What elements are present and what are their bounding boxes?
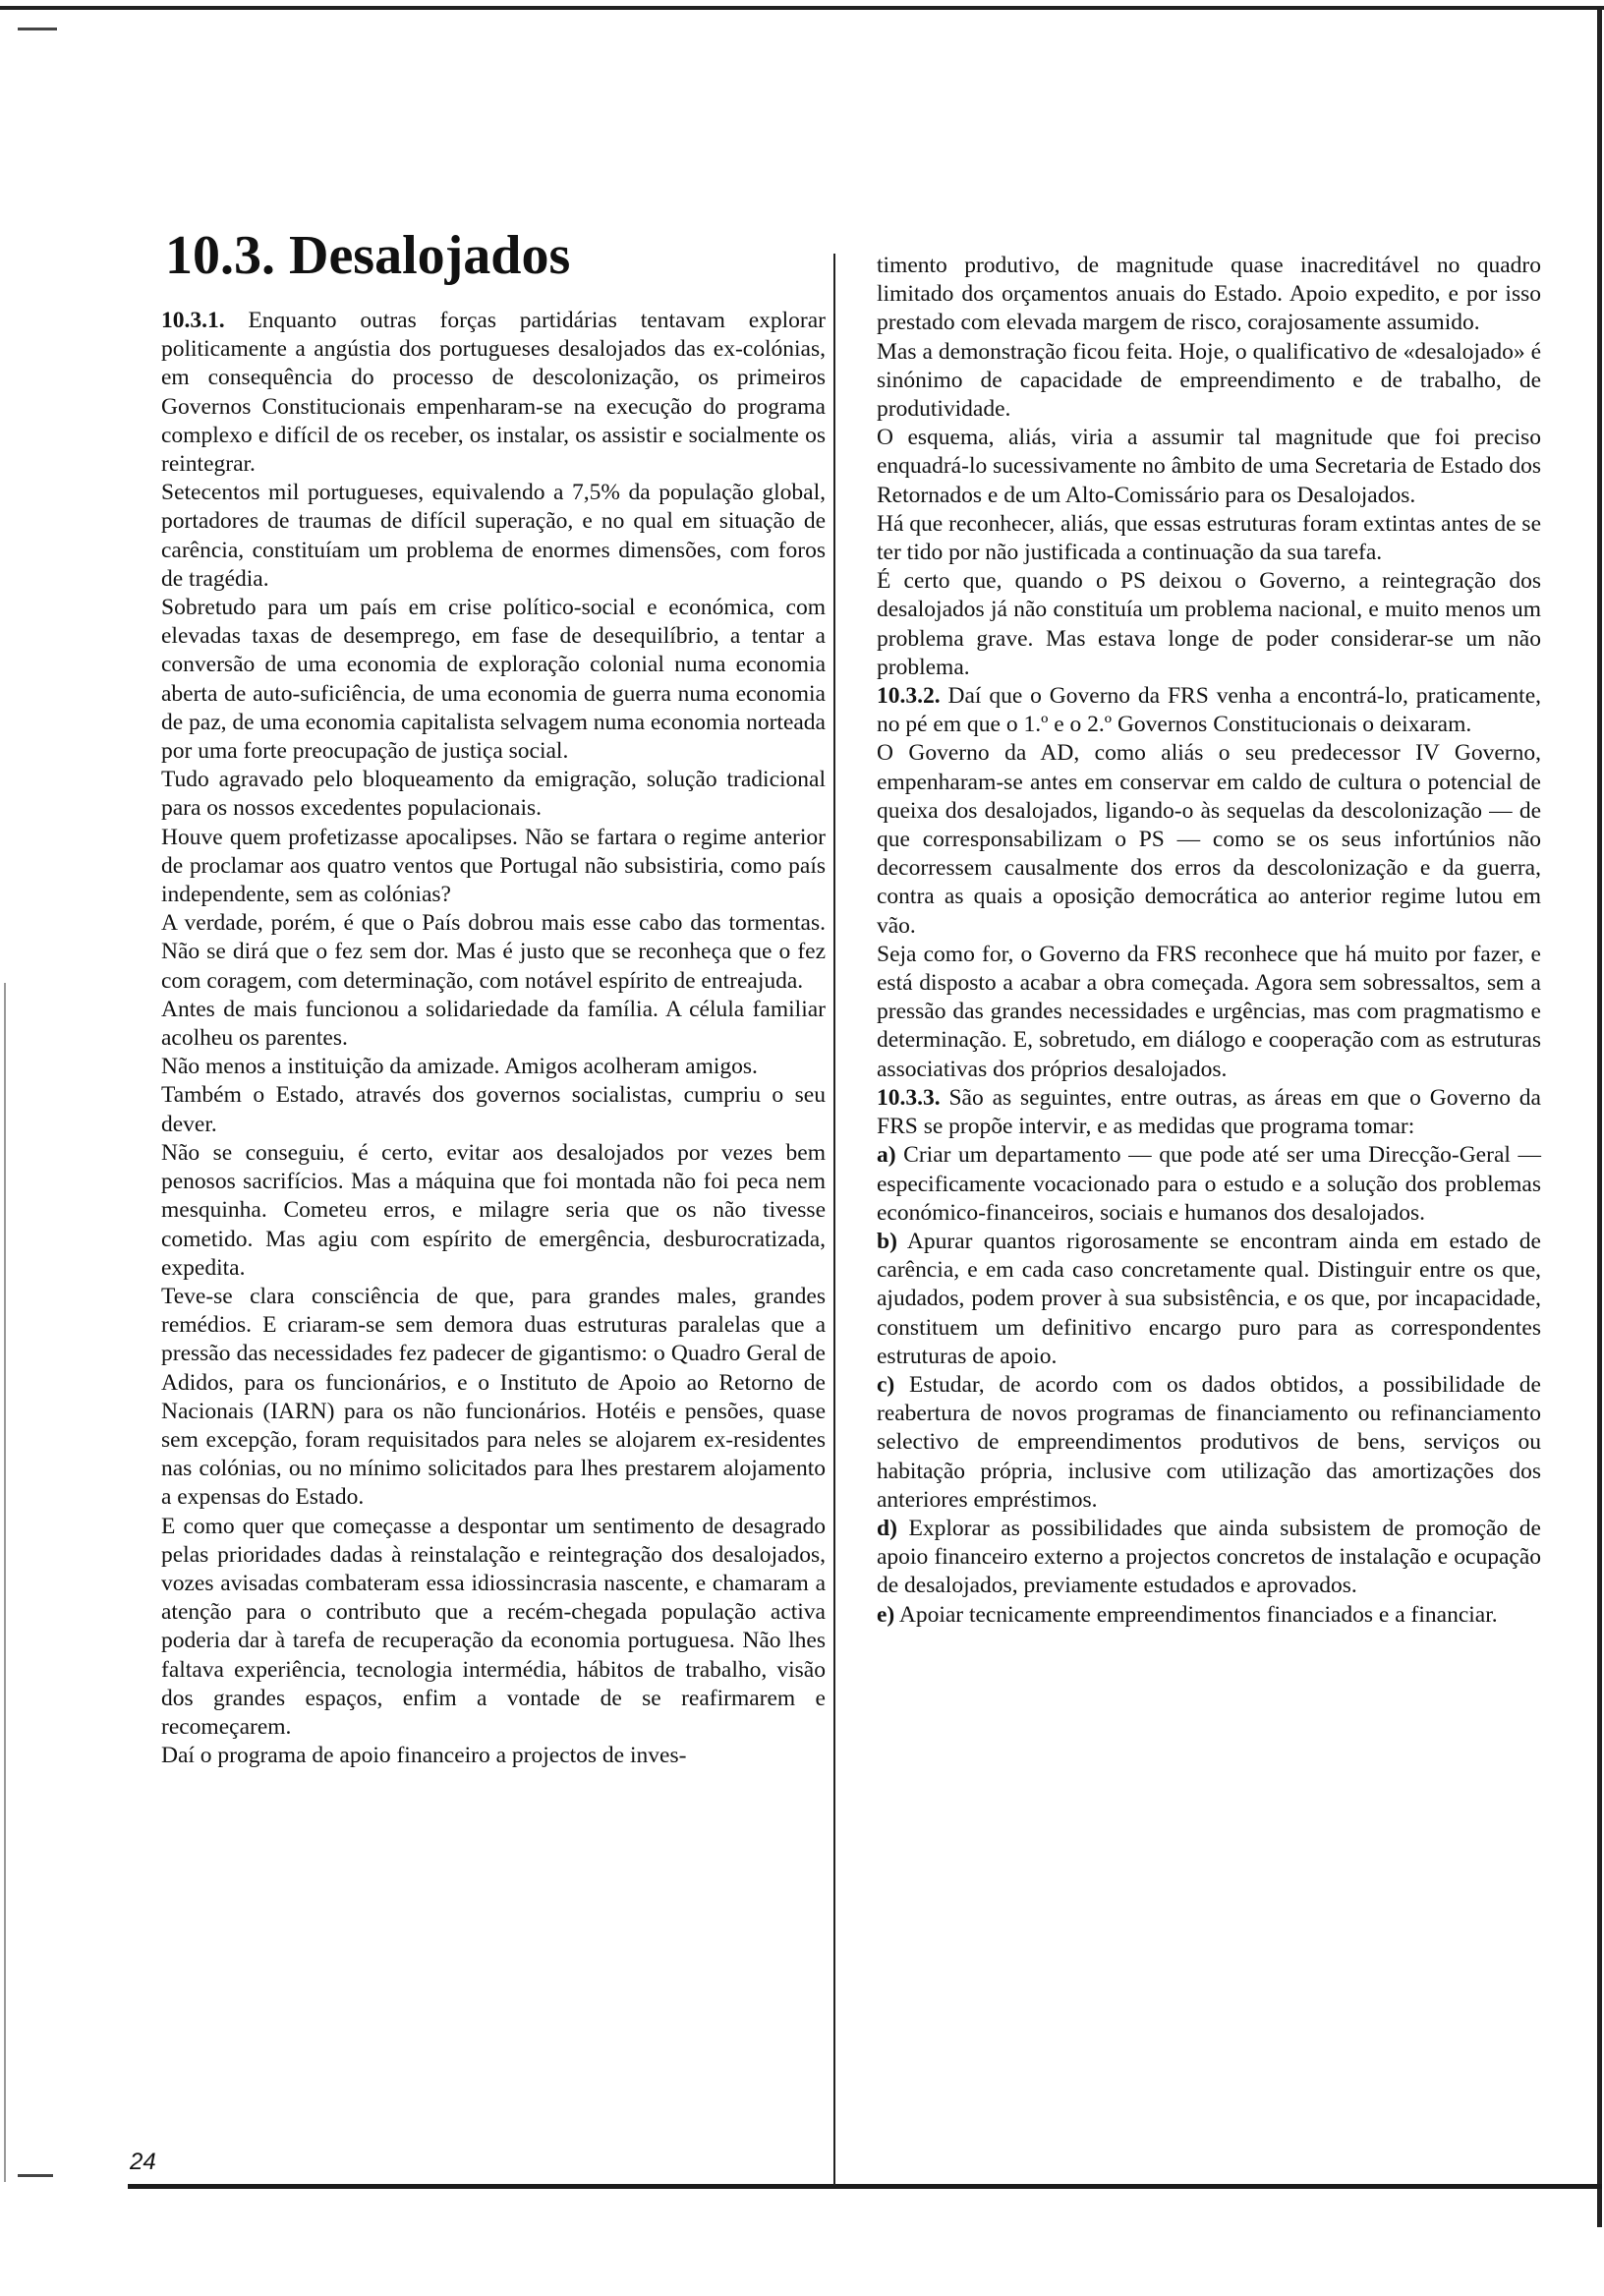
paragraph-text: Enquanto outras forças partidárias tentavam explorar politicamente a angústia dos portugueses desalojados das ex-colónias, em consequência do processo de descolonização, os primeiros Governos Constitucionais empenharam-se na execução do programa complexo e difícil de os receber, os instalar, os assistir e socialmente os reintegrar. — [161, 308, 826, 478]
paragraph — [161, 996, 826, 1053]
paragraph-text: Tudo agravado pelo bloqueamento da emigração, solução tradicional para os nossos excedentes populacionais. — [161, 767, 826, 822]
paragraph-text: Daí que o Governo da FRS venha a encontrá-lo, praticamente, no pé em que o 1.º e o 2.º Governos Constitucionais o deixaram. — [877, 683, 1541, 738]
section-number: 10.3.2. — [877, 683, 941, 710]
paragraph — [877, 941, 1541, 1084]
item-label: b) — [877, 1228, 897, 1254]
paragraph — [877, 682, 1541, 739]
paragraph-text: Não se conseguiu, é certo, evitar aos desalojados por vezes bem penosos sacrifícios. Mas a máquina que foi montada não foi peca nem mesquinha. Cometeu erros, e milagre seria que os não tivesse cometido. Mas agiu com espírito de emergência, desburocratizada, expedita. — [161, 1139, 826, 1281]
page-number: 24 — [130, 2149, 156, 2175]
page-top-edge — [0, 6, 1604, 10]
section-number: 10.3.3. — [877, 1084, 941, 1111]
paragraph-text: E como quer que começasse a despontar um sentimento de desagrado pelas prioridades dadas à reinstalação e reintegração dos desalojados, vozes avisadas combateram essa idiossincrasia nascente, e chamaram a atenção para o contributo que a recém-chegada população activa poderia dar à tarefa de recuperação da economia portuguesa. Não lhes faltava experiência, tecnologia intermédia, hábitos de trabalho, visão dos grandes espaços, enfim a vontade de se reafirmarem e recomeçarem. — [161, 1513, 826, 1740]
paragraph-text: Apoiar tecnicamente empreendimentos financiados e a financiar. — [894, 1601, 1498, 1628]
paragraph — [877, 1228, 1541, 1371]
paragraph — [161, 766, 826, 823]
paragraph — [161, 479, 826, 594]
paragraph — [877, 1084, 1541, 1141]
paragraph-text: timento produtivo, de magnitude quase inacreditável no quadro limitado dos orçamentos anuais do Estado. Apoio expedito, e por isso prestado com elevada margem de risco, corajosamente assumido. — [877, 253, 1541, 336]
paragraph — [161, 1081, 826, 1138]
paragraph-text: Há que reconhecer, aliás, que essas estruturas foram extintas antes de se ter tido por não justificada a continuação da sua tarefa. — [877, 510, 1541, 566]
paragraph — [877, 1515, 1541, 1601]
paragraph — [877, 1601, 1541, 1630]
paragraph — [877, 1371, 1541, 1515]
paragraph-text: Sobretudo para um país em crise político-social e económica, com elevadas taxas de desemprego, em fase de desequilíbrio, a tentar a conversão de uma economia de exploração colonial numa economia aberta de auto-suficiência, de uma economia de guerra numa economia de paz, de uma economia capitalista selvagem numa economia norteada por uma forte preocupação de justiça social. — [161, 595, 826, 765]
paragraph — [877, 252, 1541, 338]
column-divider — [833, 254, 835, 2186]
bottom-margin-mark — [18, 2174, 53, 2177]
page-right-edge — [1597, 6, 1602, 2227]
paragraph-text: São as seguintes, entre outras, as áreas em que o Governo da FRS se propõe intervir, e as medidas que programa tomar: — [877, 1084, 1541, 1140]
paragraph-text: Apurar quantos rigorosamente se encontram ainda em estado de carência, e em cada caso concretamente qual. Distinguir entre os que, ajudados, podem prover à sua subsistência, e os que, por incapacidade, constituem um definitivo encargo puro para as correspondentes estruturas de apoio. — [877, 1228, 1541, 1369]
section-number: 10.3.1. — [161, 308, 225, 333]
paragraph-text: O Governo da AD, como aliás o seu predecessor IV Governo, empenharam-se antes em conservar em caldo de cultura o potencial de queixa dos desalojados, ligando-o às sequelas da descolonização — de que corresponsabilizam o PS — como se os seus infortúnios não decorressem causalmente dos erros da descolonização e da guerra, contra as quais a oposição democrática ao anterior regime lutou em vão. — [877, 740, 1541, 939]
paragraph — [877, 567, 1541, 682]
paragraph — [161, 824, 826, 910]
paragraph-text: Seja como for, o Governo da FRS reconhece que há muito por fazer, e está disposto a acabar a obra começada. Agora sem sobressaltos, sem a pressão das grandes necessidades e urgências, mas com pragmatismo e determinação. E, sobretudo, em diálogo e cooperação com as estruturas associativas dos próprios desalojados. — [877, 941, 1541, 1082]
paragraph-text: Não menos a instituição da amizade. Amigos acolheram amigos. — [161, 1054, 758, 1080]
item-label: a) — [877, 1142, 896, 1169]
paragraph — [161, 1742, 826, 1770]
paragraph — [877, 739, 1541, 940]
paragraph-text: Teve-se clara consciência de que, para grandes males, grandes remédios. E criaram-se sem demora duas estruturas paralelas que a pressão das necessidades fez padecer de gigantismo: o Quadro Geral de Adidos, para os funcionários, e o Instituto de Apoio ao Retorno de Nacionais (IARN) para os não funcionários. Hotéis e pensões, quase sem excepção, foram requisitados para neles se alojarem ex-residentes nas colónias, ou no mínimo solicitados para lhes prestarem alojamento a expensas do Estado. — [161, 1283, 826, 1511]
paragraph — [161, 307, 826, 479]
paragraph-text: Criar um departamento — que pode até ser uma Direcção-Geral — especificamente vocacionado para o estudo e a solução dos problemas económico-financeiros, sociais e humanos dos desalojados. — [877, 1142, 1541, 1226]
right-column — [877, 252, 1541, 1630]
paragraph — [877, 1141, 1541, 1228]
paragraph — [161, 1053, 826, 1081]
corner-mark — [18, 28, 57, 30]
paragraph — [877, 424, 1541, 510]
paragraph — [161, 909, 826, 996]
section-heading: 10.3. Desalojados — [165, 225, 571, 286]
paragraph-text: Daí o programa de apoio financeiro a projectos de inves- — [161, 1743, 687, 1769]
paragraph — [161, 594, 826, 766]
paragraph — [161, 1283, 826, 1513]
paragraph-text: Estudar, de acordo com os dados obtidos, a possibilidade de reabertura de novos programas de financiamento ou refinanciamento selectivo de empreendimentos produtivos de bens, serviços ou habitação própria, inclusive com utilização das amortizações dos anteriores empréstimos. — [877, 1371, 1541, 1513]
paragraph — [877, 510, 1541, 567]
paragraph-text: Explorar as possibilidades que ainda subsistem de promoção de apoio financeiro externo a projectos concretos de instalação e ocupação de desalojados, previamente estudados e aprovados. — [877, 1515, 1541, 1599]
paragraph — [877, 338, 1541, 425]
item-label: e) — [877, 1601, 895, 1628]
item-label: c) — [877, 1371, 895, 1398]
paragraph-text: Também o Estado, através dos governos socialistas, cumpriu o seu dever. — [161, 1082, 826, 1137]
left-column — [161, 307, 826, 1770]
paragraph-text: Houve quem profetizasse apocalipses. Não se fartara o regime anterior de proclamar aos quatro ventos que Portugal não subsistiria, como país independente, sem as colónias? — [161, 824, 826, 908]
paragraph-text: Mas a demonstração ficou feita. Hoje, o qualificativo de «desalojado» é sinónimo de capacidade de empreendimento e de trabalho, de produtividade. — [877, 338, 1541, 423]
page-left-edge — [4, 983, 6, 2182]
paragraph-text: Setecentos mil portugueses, equivalendo a 7,5% da população global, portadores de traumas de difícil superação, e no qual em situação de carência, constituíam um problema de enormes dimensões, com foros de tragédia. — [161, 480, 826, 592]
paragraph-text: Antes de mais funcionou a solidariedade da família. A célula familiar acolheu os parentes. — [161, 996, 826, 1052]
paragraph-text: O esquema, aliás, viria a assumir tal magnitude que foi preciso enquadrá-lo sucessivamente no âmbito de uma Secretaria de Estado dos Retornados e de um Alto-Comissário para os Desalojados. — [877, 425, 1541, 508]
paragraph-text: A verdade, porém, é que o País dobrou mais esse cabo das tormentas. Não se dirá que o fez sem dor. Mas é justo que se reconheça que o fez com coragem, com determinação, com notável espírito de entreajuda. — [161, 910, 826, 994]
page-bottom-rule — [128, 2184, 1602, 2189]
paragraph-text: É certo que, quando o PS deixou o Governo, a reintegração dos desalojados já não constituía um problema nacional, e muito menos um problema grave. Mas estava longe de poder considerar-se um não problema. — [877, 568, 1541, 680]
paragraph — [161, 1139, 826, 1283]
item-label: d) — [877, 1515, 897, 1541]
paragraph — [161, 1513, 826, 1743]
